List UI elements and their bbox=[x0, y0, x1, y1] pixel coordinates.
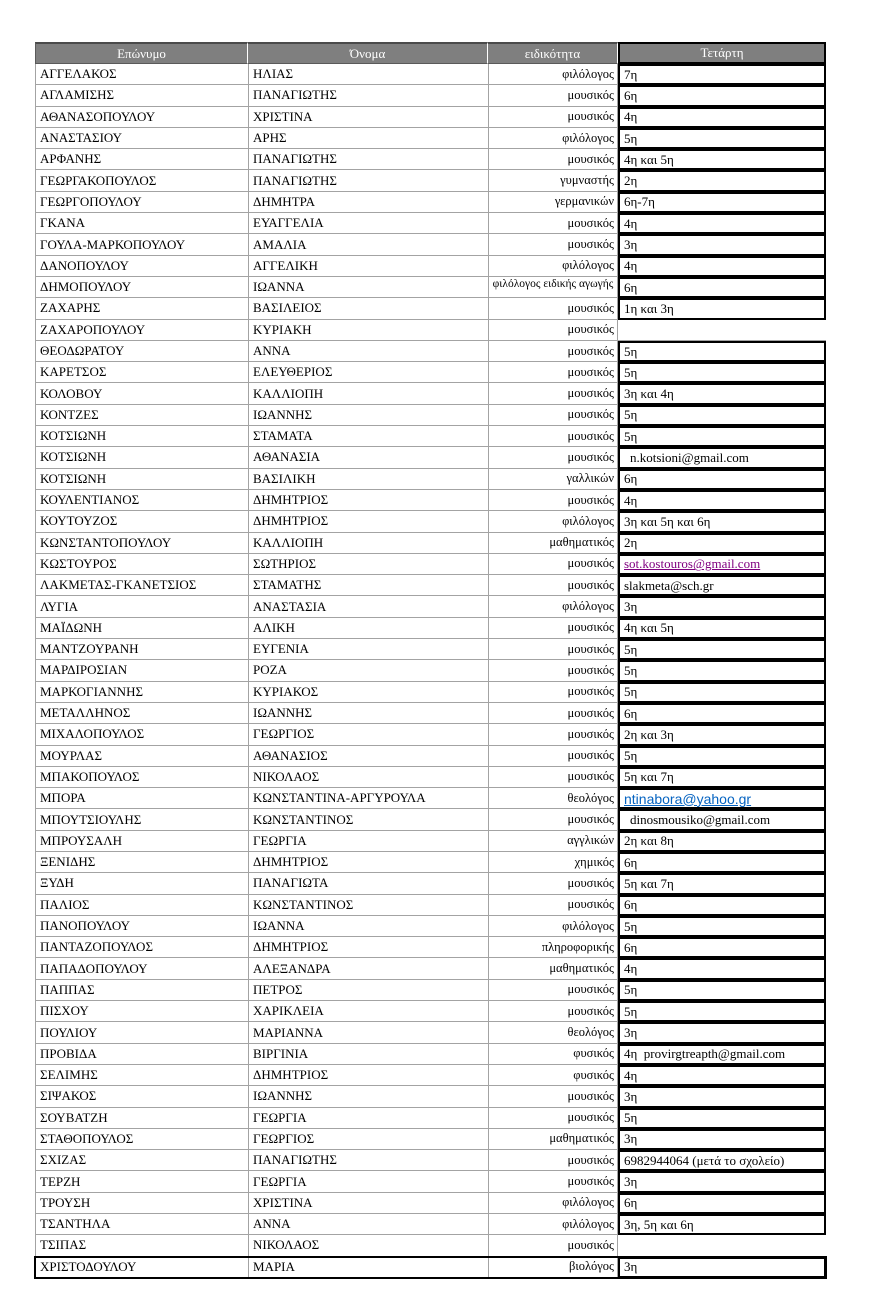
table-row bbox=[35, 213, 826, 234]
cell-specialty: μουσικός bbox=[488, 1171, 618, 1192]
cell-surname: ΞΥΔΗ bbox=[35, 873, 248, 894]
table-row bbox=[35, 192, 826, 213]
cell-firstname: ΒΙΡΓΙΝΙΑ bbox=[248, 1044, 488, 1065]
cell-wednesday: 4η bbox=[618, 213, 826, 234]
cell-surname: ΤΕΡΖΗ bbox=[35, 1171, 248, 1192]
cell-surname: ΓΚΑΝΑ bbox=[35, 213, 248, 234]
cell-wednesday: 4η bbox=[618, 1065, 826, 1086]
cell-specialty: μουσικός bbox=[488, 575, 618, 596]
cell-wednesday: 4η και 5η bbox=[618, 618, 826, 639]
cell-specialty: φιλόλογος bbox=[488, 64, 618, 85]
cell-surname: ΧΡΙΣΤΟΔΟΥΛΟΥ bbox=[35, 1257, 248, 1278]
cell-wednesday: 5η bbox=[618, 682, 826, 703]
cell-specialty: μουσικός bbox=[488, 1150, 618, 1171]
cell-firstname: ΣΤΑΜΑΤΑ bbox=[248, 426, 488, 447]
cell-surname: ΣΤΑΘΟΠΟΥΛΟΣ bbox=[35, 1129, 248, 1150]
table-row bbox=[35, 639, 826, 660]
table-row bbox=[35, 852, 826, 873]
cell-surname: ΚΟΤΣΙΩΝΗ bbox=[35, 469, 248, 490]
cell-surname: ΚΩΣΤΟΥΡΟΣ bbox=[35, 554, 248, 575]
table-row bbox=[35, 1193, 826, 1214]
cell-firstname: ΚΥΡΙΑΚΗ bbox=[248, 320, 488, 341]
cell-wednesday bbox=[618, 320, 826, 341]
cell-firstname: ΒΑΣΙΛΙΚΗ bbox=[248, 469, 488, 490]
cell-firstname: ΔΗΜΗΤΡΙΟΣ bbox=[248, 937, 488, 958]
table-row bbox=[35, 1065, 826, 1086]
cell-surname: ΛΑΚΜΕΤΑΣ-ΓΚΑΝΕΤΣΙΟΣ bbox=[35, 575, 248, 596]
table-row bbox=[35, 1044, 826, 1065]
cell-specialty: μουσικός bbox=[488, 895, 618, 916]
table-row bbox=[35, 788, 826, 809]
table-row bbox=[35, 554, 826, 575]
cell-surname: ΘΕΟΔΩΡΑΤΟΥ bbox=[35, 341, 248, 362]
cell-surname: ΔΗΜΟΠΟΥΛΟΥ bbox=[35, 277, 248, 298]
cell-wednesday bbox=[618, 788, 826, 809]
cell-specialty: μουσικός bbox=[488, 383, 618, 404]
cell-wednesday: 5η bbox=[618, 128, 826, 149]
cell-wednesday: 5η bbox=[618, 341, 826, 362]
cell-surname: ΣΧΙΖΑΣ bbox=[35, 1150, 248, 1171]
cell-wednesday: 3η και 4η bbox=[618, 383, 826, 404]
cell-specialty: μουσικός bbox=[488, 490, 618, 511]
cell-wednesday: 3η bbox=[618, 1257, 826, 1278]
cell-surname: ΤΡΟΥΣΗ bbox=[35, 1193, 248, 1214]
table-row bbox=[35, 682, 826, 703]
cell-wednesday: 4η bbox=[618, 958, 826, 979]
cell-surname: ΑΓΓΕΛΑΚΟΣ bbox=[35, 64, 248, 85]
cell-specialty: μουσικός bbox=[488, 1086, 618, 1107]
cell-wednesday: 5η bbox=[618, 660, 826, 681]
cell-wednesday bbox=[618, 1235, 826, 1256]
table-row bbox=[35, 937, 826, 958]
cell-specialty: μουσικός bbox=[488, 809, 618, 830]
cell-surname: ΑΓΛΑΜΙΣΗΣ bbox=[35, 85, 248, 106]
cell-wednesday: 3η bbox=[618, 1022, 826, 1043]
table-row bbox=[35, 447, 826, 468]
cell-surname: ΓΕΩΡΓΑΚΟΠΟΥΛΟΣ bbox=[35, 170, 248, 191]
cell-specialty: μουσικός bbox=[488, 980, 618, 1001]
table-row bbox=[35, 1001, 826, 1022]
cell-firstname: ΚΩΝΣΤΑΝΤΙΝΟΣ bbox=[248, 895, 488, 916]
table-row bbox=[35, 575, 826, 596]
cell-surname: ΠΡΟΒΙΔΑ bbox=[35, 1044, 248, 1065]
cell-firstname: ΠΑΝΑΓΙΩΤΗΣ bbox=[248, 170, 488, 191]
cell-wednesday: 3η bbox=[618, 234, 826, 255]
cell-firstname: ΑΘΑΝΑΣΙΟΣ bbox=[248, 746, 488, 767]
cell-firstname: ΙΩΑΝΝΑ bbox=[248, 277, 488, 298]
cell-surname: ΠΟΥΛΙΟΥ bbox=[35, 1022, 248, 1043]
cell-wednesday bbox=[618, 554, 826, 575]
cell-specialty: μουσικός bbox=[488, 447, 618, 468]
cell-firstname: ΚΥΡΙΑΚΟΣ bbox=[248, 682, 488, 703]
cell-wednesday: 2η και 3η bbox=[618, 724, 826, 745]
cell-surname: ΞΕΝΙΔΗΣ bbox=[35, 852, 248, 873]
cell-surname: ΜΑΡΚΟΓΙΑΝΝΗΣ bbox=[35, 682, 248, 703]
cell-wednesday: 5η bbox=[618, 1001, 826, 1022]
table-row bbox=[35, 341, 826, 362]
cell-wednesday: 2η bbox=[618, 170, 826, 191]
cell-firstname: ΜΑΡΙΑ bbox=[248, 1257, 488, 1278]
cell-specialty: φιλόλογος bbox=[488, 256, 618, 277]
table-row bbox=[35, 1171, 826, 1192]
cell-surname: ΠΑΝΤΑΖΟΠΟΥΛΟΣ bbox=[35, 937, 248, 958]
cell-specialty: γυμναστής bbox=[488, 170, 618, 191]
cell-surname: ΚΟΛΟΒΟΥ bbox=[35, 383, 248, 404]
cell-wednesday: 5η bbox=[618, 916, 826, 937]
cell-firstname: ΠΑΝΑΓΙΩΤΗΣ bbox=[248, 1150, 488, 1171]
header-firstname: Όνομα bbox=[248, 42, 488, 64]
cell-wednesday: 3η bbox=[618, 1129, 826, 1150]
cell-firstname: ΑΝΑΣΤΑΣΙΑ bbox=[248, 596, 488, 617]
cell-specialty: μουσικός bbox=[488, 107, 618, 128]
cell-wednesday: n.kotsioni@gmail.com bbox=[618, 447, 826, 468]
cell-firstname: ΗΛΙΑΣ bbox=[248, 64, 488, 85]
cell-specialty: μαθηματικός bbox=[488, 533, 618, 554]
table-row bbox=[35, 1086, 826, 1107]
cell-firstname: ΚΩΝΣΤΑΝΤΙΝΟΣ bbox=[248, 809, 488, 830]
cell-specialty: μουσικός bbox=[488, 1001, 618, 1022]
cell-specialty: θεολόγος bbox=[488, 1022, 618, 1043]
cell-wednesday: 3η και 5η και 6η bbox=[618, 511, 826, 532]
table-header-row bbox=[35, 42, 826, 64]
cell-wednesday: 3η, 5η και 6η bbox=[618, 1214, 826, 1235]
cell-specialty: μουσικός bbox=[488, 405, 618, 426]
cell-firstname: ΑΝΝΑ bbox=[248, 341, 488, 362]
cell-specialty: μαθηματικός bbox=[488, 958, 618, 979]
cell-specialty: μουσικός bbox=[488, 298, 618, 319]
table-row bbox=[35, 873, 826, 894]
cell-surname: ΤΣΙΠΑΣ bbox=[35, 1235, 248, 1256]
cell-surname: ΜΠΑΚΟΠΟΥΛΟΣ bbox=[35, 767, 248, 788]
cell-firstname: ΙΩΑΝΝΗΣ bbox=[248, 1086, 488, 1107]
cell-firstname: ΑΘΑΝΑΣΙΑ bbox=[248, 447, 488, 468]
table-row bbox=[35, 277, 826, 298]
cell-wednesday: 4η bbox=[618, 107, 826, 128]
cell-wednesday: 2η bbox=[618, 533, 826, 554]
cell-surname: ΑΘΑΝΑΣΟΠΟΥΛΟΥ bbox=[35, 107, 248, 128]
cell-specialty: μουσικός bbox=[488, 703, 618, 724]
cell-specialty: φιλόλογος ειδικής αγωγής bbox=[488, 277, 618, 298]
table-row bbox=[35, 383, 826, 404]
cell-surname: ΤΣΑΝΤΗΛΑ bbox=[35, 1214, 248, 1235]
cell-specialty: γαλλικών bbox=[488, 469, 618, 490]
cell-specialty: μουσικός bbox=[488, 682, 618, 703]
cell-specialty: μουσικός bbox=[488, 85, 618, 106]
table-row bbox=[35, 618, 826, 639]
table-row bbox=[35, 85, 826, 106]
cell-firstname: ΔΗΜΗΤΡΙΟΣ bbox=[248, 511, 488, 532]
table-row bbox=[35, 511, 826, 532]
cell-wednesday: 5η bbox=[618, 426, 826, 447]
cell-specialty: φιλόλογος bbox=[488, 128, 618, 149]
cell-specialty: βιολόγος bbox=[488, 1257, 618, 1278]
table-row bbox=[35, 298, 826, 319]
cell-surname: ΜΙΧΑΛΟΠΟΥΛΟΣ bbox=[35, 724, 248, 745]
table-row bbox=[35, 809, 826, 830]
table-row bbox=[35, 256, 826, 277]
cell-surname: ΣΙΨΑΚΟΣ bbox=[35, 1086, 248, 1107]
cell-surname: ΖΑΧΑΡΗΣ bbox=[35, 298, 248, 319]
cell-firstname: ΜΑΡΙΑΝΝΑ bbox=[248, 1022, 488, 1043]
table-body bbox=[35, 64, 826, 1278]
cell-surname: ΔΑΝΟΠΟΥΛΟΥ bbox=[35, 256, 248, 277]
cell-surname: ΚΟΥΛΕΝΤΙΑΝΟΣ bbox=[35, 490, 248, 511]
cell-firstname: ΙΩΑΝΝΗΣ bbox=[248, 405, 488, 426]
cell-firstname: ΓΕΩΡΓΙΑ bbox=[248, 1108, 488, 1129]
table-row bbox=[35, 958, 826, 979]
cell-wednesday: 5η bbox=[618, 746, 826, 767]
email-link[interactable]: sot.kostouros@gmail.com bbox=[624, 556, 761, 572]
cell-surname: ΚΑΡΕΤΣΟΣ bbox=[35, 362, 248, 383]
table-row bbox=[35, 703, 826, 724]
table-row bbox=[35, 1129, 826, 1150]
cell-firstname: ΔΗΜΗΤΡΙΟΣ bbox=[248, 490, 488, 511]
cell-surname: ΣΕΛΙΜΗΣ bbox=[35, 1065, 248, 1086]
cell-firstname: ΚΑΛΛΙΟΠΗ bbox=[248, 383, 488, 404]
cell-surname: ΣΟΥΒΑΤΖΗ bbox=[35, 1108, 248, 1129]
cell-specialty: μουσικός bbox=[488, 234, 618, 255]
cell-firstname: ΣΤΑΜΑΤΗΣ bbox=[248, 575, 488, 596]
cell-firstname: ΝΙΚΟΛΑΟΣ bbox=[248, 1235, 488, 1256]
cell-surname: ΠΙΣΧΟΥ bbox=[35, 1001, 248, 1022]
cell-surname: ΚΟΥΤΟΥΖΟΣ bbox=[35, 511, 248, 532]
cell-specialty: μουσικός bbox=[488, 362, 618, 383]
cell-firstname: ΕΥΓΕΝΙΑ bbox=[248, 639, 488, 660]
cell-wednesday: 4η bbox=[618, 256, 826, 277]
cell-specialty: μουσικός bbox=[488, 873, 618, 894]
cell-wednesday: 5η bbox=[618, 362, 826, 383]
cell-firstname: ΓΕΩΡΓΙΟΣ bbox=[248, 724, 488, 745]
table-row bbox=[35, 1150, 826, 1171]
table-row bbox=[35, 64, 826, 85]
cell-wednesday: dinosmousiko@gmail.com bbox=[618, 809, 826, 830]
table-row bbox=[35, 149, 826, 170]
cell-wednesday: 5η και 7η bbox=[618, 873, 826, 894]
cell-specialty: φιλόλογος bbox=[488, 1214, 618, 1235]
cell-specialty: φυσικός bbox=[488, 1044, 618, 1065]
table-row bbox=[35, 831, 826, 852]
cell-firstname: ΚΑΛΛΙΟΠΗ bbox=[248, 533, 488, 554]
table-row bbox=[35, 490, 826, 511]
cell-specialty: φιλόλογος bbox=[488, 916, 618, 937]
cell-specialty: αγγλικών bbox=[488, 831, 618, 852]
cell-firstname: ΓΕΩΡΓΙΑ bbox=[248, 831, 488, 852]
table-row bbox=[35, 916, 826, 937]
cell-specialty: θεολόγος bbox=[488, 788, 618, 809]
cell-specialty: μαθηματικός bbox=[488, 1129, 618, 1150]
cell-surname: ΑΝΑΣΤΑΣΙΟΥ bbox=[35, 128, 248, 149]
cell-wednesday: 7η bbox=[618, 64, 826, 85]
cell-firstname: ΣΩΤΗΡΙΟΣ bbox=[248, 554, 488, 575]
table-row bbox=[35, 724, 826, 745]
cell-specialty: φιλόλογος bbox=[488, 1193, 618, 1214]
cell-specialty: φιλόλογος bbox=[488, 596, 618, 617]
cell-wednesday: 4η και 5η bbox=[618, 149, 826, 170]
cell-wednesday: 6982944064 (μετά το σχολείο) bbox=[618, 1150, 826, 1171]
cell-wednesday: 6η bbox=[618, 937, 826, 958]
cell-wednesday: 5η bbox=[618, 405, 826, 426]
table-row bbox=[35, 362, 826, 383]
cell-firstname: ΕΛΕΥΘΕΡΙΟΣ bbox=[248, 362, 488, 383]
table-row bbox=[35, 1108, 826, 1129]
cell-surname: ΜΑΝΤΖΟΥΡΑΝΗ bbox=[35, 639, 248, 660]
cell-firstname: ΕΥΑΓΓΕΛΙΑ bbox=[248, 213, 488, 234]
cell-surname: ΜΑΡΔΙΡΟΣΙΑΝ bbox=[35, 660, 248, 681]
cell-firstname: ΧΑΡΙΚΛΕΙΑ bbox=[248, 1001, 488, 1022]
cell-wednesday: 3η bbox=[618, 1171, 826, 1192]
cell-specialty: μουσικός bbox=[488, 746, 618, 767]
cell-surname: ΠΑΝΟΠΟΥΛΟΥ bbox=[35, 916, 248, 937]
email-link[interactable]: ntinabora@yahoo.gr bbox=[624, 790, 752, 807]
cell-surname: ΜΑΪΔΩΝΗ bbox=[35, 618, 248, 639]
cell-surname: ΜΠΡΟΥΣΑΛΗ bbox=[35, 831, 248, 852]
cell-surname: ΜΠΟΥΤΣΙΟΥΛΗΣ bbox=[35, 809, 248, 830]
cell-firstname: ΧΡΙΣΤΙΝΑ bbox=[248, 1193, 488, 1214]
table-row bbox=[35, 746, 826, 767]
cell-specialty: πληροφορικής bbox=[488, 937, 618, 958]
cell-wednesday: 4η provirgtreapth@gmail.com bbox=[618, 1044, 826, 1065]
cell-wednesday: 6η bbox=[618, 85, 826, 106]
cell-firstname: ΝΙΚΟΛΑΟΣ bbox=[248, 767, 488, 788]
cell-specialty: μουσικός bbox=[488, 149, 618, 170]
cell-firstname: ΙΩΑΝΝΗΣ bbox=[248, 703, 488, 724]
table-row bbox=[35, 660, 826, 681]
table-row bbox=[35, 405, 826, 426]
cell-firstname: ΓΕΩΡΓΙΟΣ bbox=[248, 1129, 488, 1150]
header-wednesday: Τετάρτη bbox=[618, 42, 826, 64]
cell-firstname: ΔΗΜΗΤΡΙΟΣ bbox=[248, 1065, 488, 1086]
cell-wednesday: 1η και 3η bbox=[618, 298, 826, 319]
cell-surname: ΠΑΛΙΟΣ bbox=[35, 895, 248, 916]
cell-wednesday: 6η bbox=[618, 703, 826, 724]
cell-firstname: ΑΛΙΚΗ bbox=[248, 618, 488, 639]
cell-wednesday: slakmeta@sch.gr bbox=[618, 575, 826, 596]
table-row bbox=[35, 426, 826, 447]
cell-surname: ΓΟΥΛΑ-ΜΑΡΚΟΠΟΥΛΟΥ bbox=[35, 234, 248, 255]
table-row bbox=[35, 596, 826, 617]
table-row bbox=[35, 320, 826, 341]
cell-specialty: χημικός bbox=[488, 852, 618, 873]
cell-surname: ΚΟΤΣΙΩΝΗ bbox=[35, 447, 248, 468]
cell-surname: ΚΩΝΣΤΑΝΤΟΠΟΥΛΟΥ bbox=[35, 533, 248, 554]
table-row bbox=[35, 767, 826, 788]
cell-specialty: γερμανικών bbox=[488, 192, 618, 213]
cell-firstname: ΑΝΝΑ bbox=[248, 1214, 488, 1235]
cell-specialty: μουσικός bbox=[488, 554, 618, 575]
cell-surname: ΜΟΥΡΛΑΣ bbox=[35, 746, 248, 767]
table-row bbox=[35, 1257, 826, 1278]
cell-specialty: μουσικός bbox=[488, 724, 618, 745]
cell-wednesday: 5η bbox=[618, 639, 826, 660]
cell-surname: ΓΕΩΡΓΟΠΟΥΛΟΥ bbox=[35, 192, 248, 213]
cell-firstname: ΑΜΑΛΙΑ bbox=[248, 234, 488, 255]
cell-specialty: φυσικός bbox=[488, 1065, 618, 1086]
cell-surname: ΖΑΧΑΡΟΠΟΥΛΟΥ bbox=[35, 320, 248, 341]
table-row bbox=[35, 533, 826, 554]
cell-firstname: ΧΡΙΣΤΙΝΑ bbox=[248, 107, 488, 128]
cell-wednesday: 4η bbox=[618, 490, 826, 511]
cell-surname: ΠΑΠΑΔΟΠΟΥΛΟΥ bbox=[35, 958, 248, 979]
cell-wednesday: 3η bbox=[618, 1086, 826, 1107]
table-row bbox=[35, 469, 826, 490]
cell-specialty: φιλόλογος bbox=[488, 511, 618, 532]
cell-firstname: ΑΛΕΞΑΝΔΡΑ bbox=[248, 958, 488, 979]
cell-wednesday: 3η bbox=[618, 596, 826, 617]
cell-firstname: ΚΩΝΣΤΑΝΤΙΝΑ-ΑΡΓΥΡΟΥΛΑ bbox=[248, 788, 488, 809]
cell-specialty: μουσικός bbox=[488, 341, 618, 362]
cell-firstname: ΓΕΩΡΓΙΑ bbox=[248, 1171, 488, 1192]
cell-wednesday: 6η bbox=[618, 469, 826, 490]
cell-firstname: ΔΗΜΗΤΡΙΟΣ bbox=[248, 852, 488, 873]
cell-surname: ΜΠΟΡΑ bbox=[35, 788, 248, 809]
cell-firstname: ΔΗΜΗΤΡΑ bbox=[248, 192, 488, 213]
cell-wednesday: 6η-7η bbox=[618, 192, 826, 213]
cell-specialty: μουσικός bbox=[488, 213, 618, 234]
cell-specialty: μουσικός bbox=[488, 660, 618, 681]
table-row bbox=[35, 128, 826, 149]
cell-specialty: μουσικός bbox=[488, 618, 618, 639]
cell-surname: ΚΟΤΣΙΩΝΗ bbox=[35, 426, 248, 447]
cell-surname: ΠΑΠΠΑΣ bbox=[35, 980, 248, 1001]
table-row bbox=[35, 234, 826, 255]
cell-firstname: ΠΑΝΑΓΙΩΤΗΣ bbox=[248, 149, 488, 170]
cell-firstname: ΙΩΑΝΝΑ bbox=[248, 916, 488, 937]
cell-firstname: ΑΡΗΣ bbox=[248, 128, 488, 149]
cell-specialty: μουσικός bbox=[488, 1108, 618, 1129]
table-row bbox=[35, 1022, 826, 1043]
cell-firstname: ΑΓΓΕΛΙΚΗ bbox=[248, 256, 488, 277]
cell-wednesday: 5η bbox=[618, 980, 826, 1001]
cell-firstname: ΠΑΝΑΓΙΩΤΑ bbox=[248, 873, 488, 894]
cell-surname: ΜΕΤΑΛΛΗΝΟΣ bbox=[35, 703, 248, 724]
cell-wednesday: 5η και 7η bbox=[618, 767, 826, 788]
cell-specialty: μουσικός bbox=[488, 639, 618, 660]
table-row bbox=[35, 107, 826, 128]
cell-firstname: ΒΑΣΙΛΕΙΟΣ bbox=[248, 298, 488, 319]
table-row bbox=[35, 980, 826, 1001]
cell-specialty: μουσικός bbox=[488, 320, 618, 341]
header-surname: Επώνυμο bbox=[35, 42, 248, 64]
cell-wednesday: 5η bbox=[618, 1108, 826, 1129]
cell-specialty: μουσικός bbox=[488, 426, 618, 447]
cell-surname: ΛΥΓΙΑ bbox=[35, 596, 248, 617]
cell-wednesday: 6η bbox=[618, 277, 826, 298]
cell-firstname: ΡΟΖΑ bbox=[248, 660, 488, 681]
cell-surname: ΑΡΦΑΝΗΣ bbox=[35, 149, 248, 170]
cell-specialty: μουσικός bbox=[488, 767, 618, 788]
teachers-table bbox=[35, 42, 826, 1278]
cell-firstname: ΠΕΤΡΟΣ bbox=[248, 980, 488, 1001]
cell-wednesday: 6η bbox=[618, 1193, 826, 1214]
cell-specialty: μουσικός bbox=[488, 1235, 618, 1256]
table-row bbox=[35, 895, 826, 916]
header-specialty: ειδικότητα bbox=[488, 42, 618, 64]
cell-wednesday: 6η bbox=[618, 895, 826, 916]
table-row bbox=[35, 170, 826, 191]
table-row bbox=[35, 1235, 826, 1256]
cell-firstname: ΠΑΝΑΓΙΩΤΗΣ bbox=[248, 85, 488, 106]
table-row bbox=[35, 1214, 826, 1235]
cell-surname: ΚΟΝΤΖΕΣ bbox=[35, 405, 248, 426]
cell-wednesday: 2η και 8η bbox=[618, 831, 826, 852]
cell-wednesday: 6η bbox=[618, 852, 826, 873]
